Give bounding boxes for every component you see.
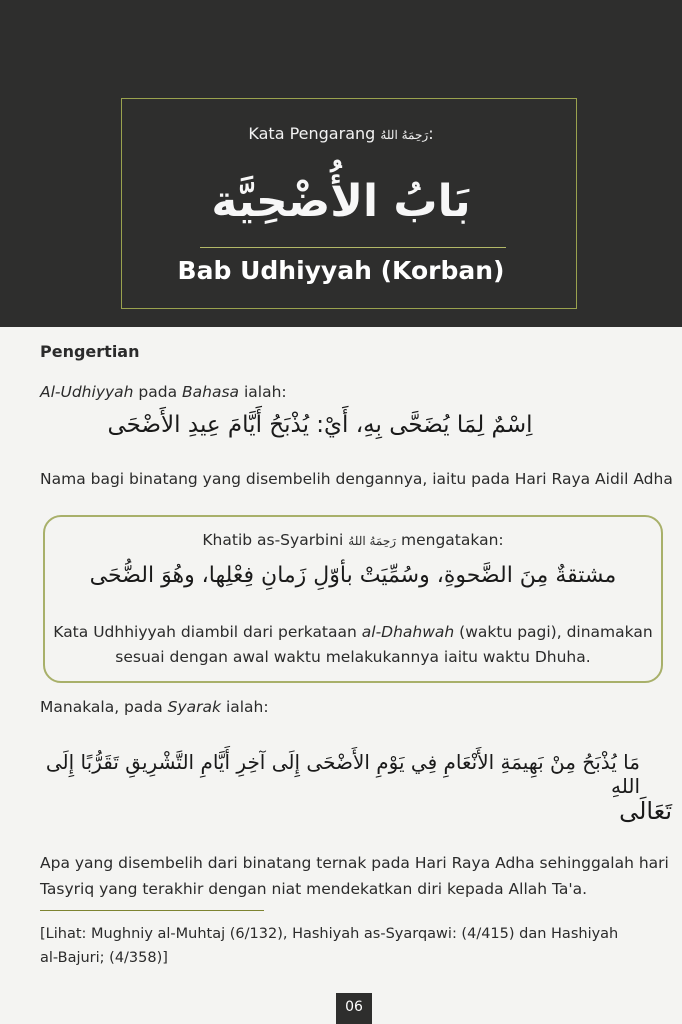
quote-line1-pre: Kata Udhhiyyah diambil dari perkataan: [53, 623, 362, 641]
quote-meaning-line1: [43, 620, 663, 644]
speaker-honorific: رَحِمَهُ اللهُ: [348, 534, 397, 548]
syarak-meaning-line1: Apa yang disembelih dari binatang ternak pada Hari Raya Adha sehinggalah hari: [40, 854, 669, 872]
title-divider: [200, 247, 506, 248]
bahasa-term: Al-Udhiyyah: [40, 383, 134, 401]
reference-divider: [40, 910, 264, 911]
chapter-title-arabic: بَابُ الأُضْحِيَّة: [211, 176, 471, 227]
bahasa-meaning: Nama bagi binatang yang disembelih dengannya, iaitu pada Hari Raya Aidil Adha: [40, 470, 673, 488]
syarak-intro: [40, 695, 269, 719]
speaker-tail: mengatakan:: [396, 531, 504, 549]
syarak-tail: ialah:: [221, 698, 269, 716]
bahasa-tail: ialah:: [239, 383, 287, 401]
bahasa-arabic-definition: اِسْمٌ لِمَا يُضَحَّى بِهِ، أَيْ: يُذْبَحُ أَيَّامَ عِيدِ الأَضْحَى: [107, 412, 533, 438]
kata-label: Kata Pengarang: [248, 124, 376, 143]
chapter-title-latin: Bab Udhiyyah (Korban): [177, 256, 505, 285]
syarak-pre: Manakala, pada: [40, 698, 168, 716]
syarak-arabic-line2: تَعَالَى: [619, 797, 672, 825]
bahasa-intro: [40, 380, 287, 404]
bahasa-word: Bahasa: [182, 383, 240, 401]
speaker-name: Khatib as-Syarbini: [202, 531, 344, 549]
quote-line1-post: (waktu pagi), dinamakan: [454, 623, 653, 641]
header-banner: [0, 0, 682, 327]
honorific-glyph: رَحِمَهُ اللهُ: [380, 128, 429, 142]
page-number: 06: [345, 999, 363, 1015]
page-number-box: [336, 993, 372, 1024]
bahasa-mid: pada: [133, 383, 183, 401]
syarak-arabic-line1: مَا يُذْبَحُ مِنْ بَهِيمَةِ الأَنْعَامِ فِي يَوْمِ الأَضْحَى إِلَى آخِرِ أَيَّامِ التَّشْرِيقِ تَقَرُّبًا إِلَى اللهِ: [45, 750, 640, 798]
syarak-word: Syarak: [167, 698, 222, 716]
quote-term: al-Dhahwah: [361, 623, 455, 641]
author-attribution: [0, 124, 682, 143]
section-heading: Pengertian: [40, 342, 140, 361]
quote-arabic: مشتقةٌ مِنَ الضَّحوةِ، وسُمِّيَتْ بأوّلِ زَمانِ فِعْلِها، وهُوَ الضُّحَى: [89, 563, 617, 588]
reference-line2: al-Bajuri; (4/358)]: [40, 950, 168, 966]
syarak-meaning-line2: Tasyriq yang terakhir dengan niat mendekatkan diri kepada Allah Ta'a.: [40, 880, 588, 898]
kata-colon: :: [428, 124, 434, 143]
quote-meaning-line2: sesuai dengan awal waktu melakukannya iaitu waktu Dhuha.: [115, 648, 591, 666]
quote-speaker: [43, 528, 663, 553]
reference-line1: [Lihat: Mughniy al-Muhtaj (6/132), Hashiyah as-Syarqawi: (4/415) dan Hashiyah: [40, 926, 619, 942]
